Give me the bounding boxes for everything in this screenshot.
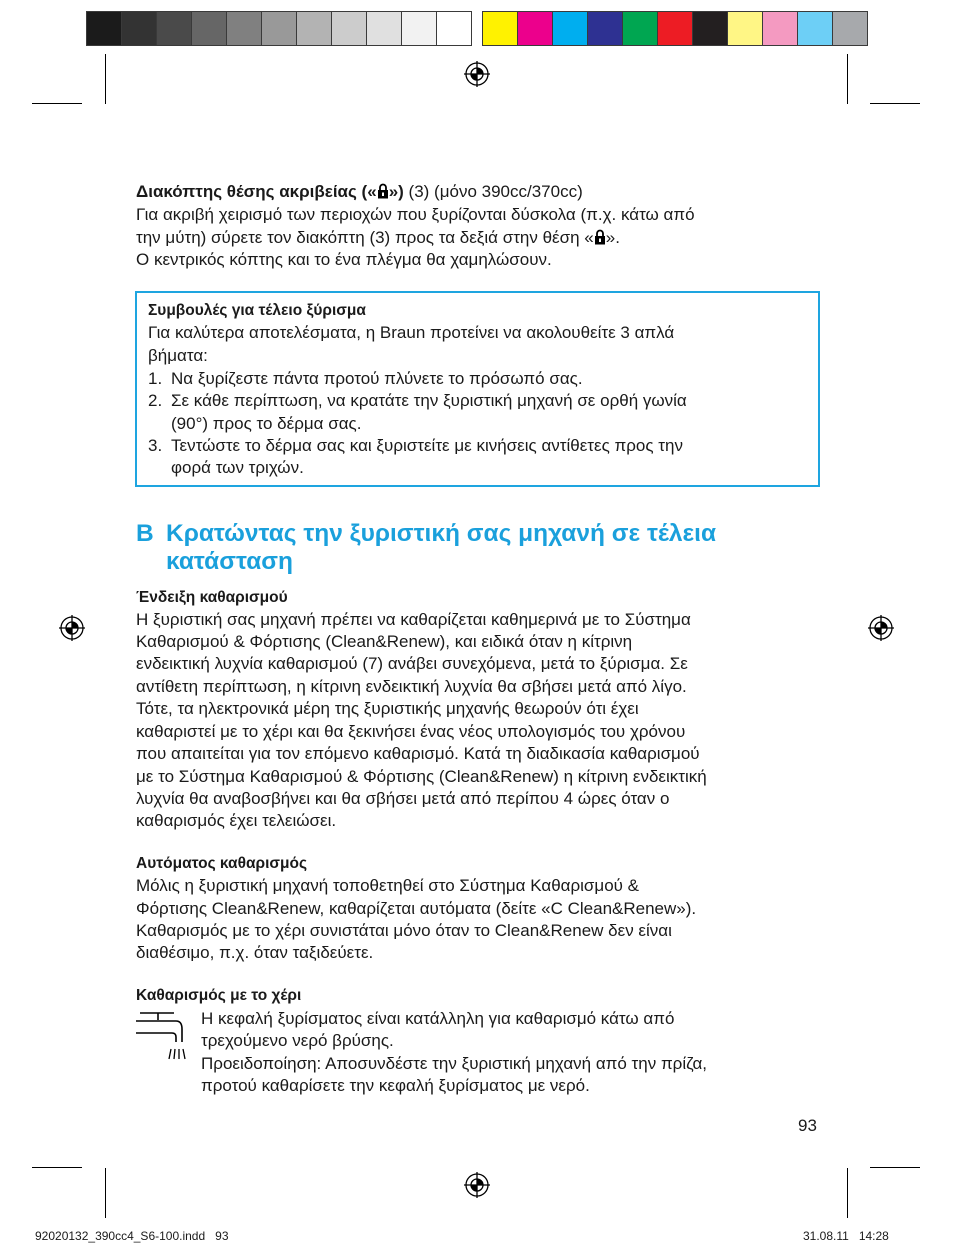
precision-line2-text: την μύτη) σύρετε τον διακόπτη (3) προς τα δεξιά στην θέση «	[136, 228, 594, 247]
crop-mark	[32, 103, 82, 104]
faucet-icon	[134, 1009, 190, 1065]
page-number: 93	[798, 1116, 817, 1135]
body-line: καθαρισμός έχει τελειώσει.	[136, 811, 337, 830]
crop-mark	[105, 1168, 106, 1218]
crop-mark	[847, 54, 848, 104]
body-line: ενδεικτική λυχνία καθαρισμού (7) ανάβει συνεχόμενα, μετά το ξύρισμα. Σε	[136, 654, 688, 673]
tips-item-text: Σε κάθε περίπτωση, να κρατάτε την ξυριστική μηχανή σε ορθή γωνία	[171, 391, 687, 410]
crop-mark	[870, 103, 920, 104]
crop-mark	[32, 1167, 82, 1168]
lock-icon	[377, 183, 389, 199]
precision-subtitle: (3) (μόνο 390cc/370cc)	[403, 182, 583, 201]
color-swatch	[727, 11, 763, 46]
gray-swatch	[261, 11, 297, 46]
color-swatch	[657, 11, 693, 46]
body-line: με το Σύστημα Καθαρισμού & Φόρτισης (Clean&Renew) η κίτρινη ενδεικτική	[136, 767, 707, 786]
crop-mark	[847, 1168, 848, 1218]
precision-title-end: »)	[388, 182, 404, 201]
footer-filename: 92020132_390cc4_S6-100.indd 93	[35, 1229, 229, 1243]
color-swatch	[692, 11, 728, 46]
precision-switch-title	[136, 181, 583, 204]
section-letter: B	[136, 520, 154, 547]
body-line: που απαιτείται για τον επόμενο καθαρισμό. Κατά τη διαδικασία καθαρισμού	[136, 744, 700, 763]
body-line: Προειδοποίηση: Αποσυνδέστε την ξυριστική μηχανή από την πρίζα,	[201, 1054, 708, 1073]
body-line: Τότε, τα ηλεκτρονικά μέρη της ξυριστικής μηχανής θεωρούν ότι έχει	[136, 699, 639, 718]
gray-swatch	[191, 11, 227, 46]
gray-swatch	[226, 11, 262, 46]
tips-item-text: φορά των τριχών.	[171, 458, 304, 477]
crop-mark	[105, 54, 106, 104]
section-heading: κατάσταση	[166, 548, 294, 575]
precision-title-text: Διακόπτης θέσης ακριβείας («	[136, 182, 377, 201]
color-swatch	[762, 11, 798, 46]
gray-swatch	[331, 11, 367, 46]
tips-item-text: Τεντώστε το δέρμα σας και ξυριστείτε με κινήσεις αντίθετες προς την	[171, 436, 683, 455]
gray-swatch	[436, 11, 472, 46]
registration-mark-icon	[464, 61, 490, 87]
body-line: Η κεφαλή ξυρίσματος είναι κατάλληλη για καθαρισμό κάτω από	[201, 1009, 675, 1028]
tips-item-text: (90°) προς το δέρμα σας.	[171, 414, 362, 433]
body-line: τρεχούμενο νερό βρύσης.	[201, 1031, 394, 1050]
section-heading: Κρατώντας την ξυριστική σας μηχανή σε τέλεια	[166, 520, 717, 547]
gray-swatch	[296, 11, 332, 46]
registration-mark-icon	[464, 1172, 490, 1198]
precision-line: Για ακριβή χειρισμό των περιοχών που ξυρίζονται δύσκολα (π.χ. κάτω από	[136, 205, 695, 224]
gray-swatch	[156, 11, 192, 46]
footer-date: 31.08.11 14:28	[803, 1229, 889, 1243]
precision-line2-end: ».	[605, 228, 620, 247]
color-swatch	[517, 11, 553, 46]
precision-line: Ο κεντρικός κόπτης και το ένα πλέγμα θα χαμηλώσουν.	[136, 250, 552, 269]
color-swatch	[482, 11, 518, 46]
tips-item-number: 1.	[148, 369, 163, 388]
tips-intro: βήματα:	[148, 346, 208, 365]
precision-line	[136, 227, 620, 250]
tips-title: Συμβουλές για τέλειο ξύρισμα	[148, 302, 366, 319]
manual-cleaning-title: Καθαρισμός με το χέρι	[136, 987, 302, 1004]
tips-item-number: 3.	[148, 436, 163, 455]
registration-mark-icon	[868, 615, 894, 641]
body-line: Καθαρισμός με το χέρι συνιστάται μόνο όταν το Clean&Renew δεν είναι	[136, 921, 672, 940]
body-line: Μόλις η ξυριστική μηχανή τοποθετηθεί στο Σύστημα Καθαρισμού &	[136, 876, 640, 895]
crop-mark	[870, 1167, 920, 1168]
body-line: καθαριστεί με το χέρι και θα ξεκινήσει ένας νέος υπολογισμός του χρόνου	[136, 722, 686, 741]
tips-item-number: 2.	[148, 391, 163, 410]
body-line: λυχνία θα αναβοσβήνει και θα σβήσει μετά από περίπου 4 ώρες όταν ο	[136, 789, 670, 808]
tips-intro: Για καλύτερα αποτελέσματα, η Braun προτείνει να ακολουθείτε 3 απλά	[148, 323, 675, 342]
gray-swatch	[401, 11, 437, 46]
color-swatch	[797, 11, 833, 46]
gray-swatch	[121, 11, 157, 46]
lock-icon	[594, 229, 606, 245]
gray-swatch	[366, 11, 402, 46]
registration-mark-icon	[59, 615, 85, 641]
color-swatch	[832, 11, 868, 46]
body-line: Καθαρισμού & Φόρτισης (Clean&Renew), και ειδικά όταν η κίτρινη	[136, 632, 633, 651]
body-line: προτού καθαρίσετε την κεφαλή ξυρίσματος με νερό.	[201, 1076, 590, 1095]
body-line: διαθέσιμο, π.χ. όταν ταξιδεύετε.	[136, 943, 374, 962]
color-swatch	[552, 11, 588, 46]
body-line: αντίθετη περίπτωση, η κίτρινη ενδεικτική λυχνία θα σβήσει μετά από λίγο.	[136, 677, 687, 696]
gray-swatch	[86, 11, 122, 46]
cleaning-indicator-title: Ένδειξη καθαρισμού	[136, 589, 288, 606]
body-line: Η ξυριστική σας μηχανή πρέπει να καθαρίζεται καθημερινά με το Σύστημα	[136, 610, 691, 629]
color-swatch	[587, 11, 623, 46]
body-line: Φόρτισης Clean&Renew, καθαρίζεται αυτόματα (δείτε «C Clean&Renew»).	[136, 899, 697, 918]
tips-item-text: Να ξυρίζεστε πάντα προτού πλύνετε το πρόσωπό σας.	[171, 369, 583, 388]
color-swatch	[622, 11, 658, 46]
auto-cleaning-title: Αυτόματος καθαρισμός	[136, 855, 308, 872]
